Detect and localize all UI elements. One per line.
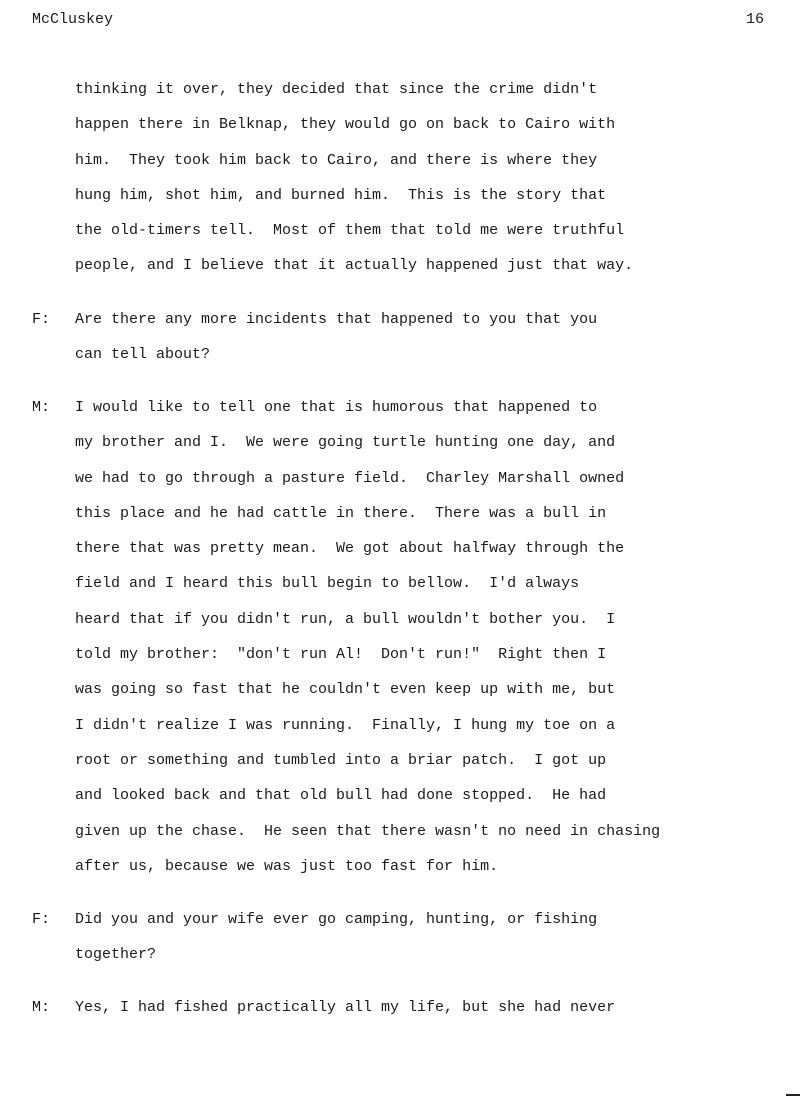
text-line: can tell about? [75, 346, 211, 364]
text-line: field and I heard this bull begin to bellow. I'd always [75, 575, 580, 593]
speech-text [75, 990, 775, 1025]
text-line: we had to go through a pasture field. Charley Marshall owned [75, 469, 625, 487]
text-line: given up the chase. He seen that there wasn't no need in chasing [75, 822, 661, 840]
text-line: and looked back and that old bull had done stopped. He had [75, 787, 607, 805]
text-line: people, and I believe that it actually happened just that way. [75, 257, 634, 275]
text-line: I didn't realize I was running. Finally, I hung my toe on a [75, 716, 616, 734]
text-line: I would like to tell one that is humorous that happened to [75, 399, 598, 416]
text-line: after us, because we was just too fast for him. [75, 857, 499, 875]
speaker-label: M: [32, 999, 51, 1016]
text-line: root or something and tumbled into a briar patch. I got up [75, 751, 607, 769]
speaker-label: M: [32, 399, 51, 416]
speaker-label: F: [32, 911, 51, 928]
text-line: was going so fast that he couldn't even keep up with me, but [75, 681, 616, 699]
text-line: heard that if you didn't run, a bull wouldn't bother you. I [75, 610, 616, 628]
text-line: Did you and your wife ever go camping, hunting, or fishing [75, 911, 598, 928]
text-line: happen there in Belknap, they would go on back to Cairo with [75, 116, 616, 134]
text-line: together? [75, 946, 157, 964]
text-line: the old-timers tell. Most of them that told me were truthful [75, 222, 625, 240]
page-number: 16 [745, 11, 764, 28]
text-line: told my brother: "don't run Al! Don't run!" Right then I [75, 646, 607, 664]
speech-text [75, 72, 775, 284]
speaker-label: F: [32, 311, 51, 328]
text-line: hung him, shot him, and burned him. This is the story that [75, 186, 607, 204]
text-line: my brother and I. We were going turtle hunting one day, and [75, 434, 616, 452]
text-line: this place and he had cattle in there. There was a bull in [75, 504, 607, 522]
header-name: McCluskey [32, 11, 114, 28]
text-line: Are there any more incidents that happened to you that you [75, 311, 598, 328]
page-edge-mark [786, 1094, 800, 1096]
text-line: there that was pretty mean. We got about halfway through the [75, 540, 625, 558]
text-line: him. They took him back to Cairo, and there is where they [75, 151, 598, 169]
speech-text [75, 302, 775, 373]
text-line: thinking it over, they decided that since the crime didn't [75, 81, 598, 98]
text-line: Yes, I had fished practically all my life, but she had never [75, 999, 616, 1016]
speech-text [75, 390, 775, 884]
speech-text [75, 902, 775, 973]
